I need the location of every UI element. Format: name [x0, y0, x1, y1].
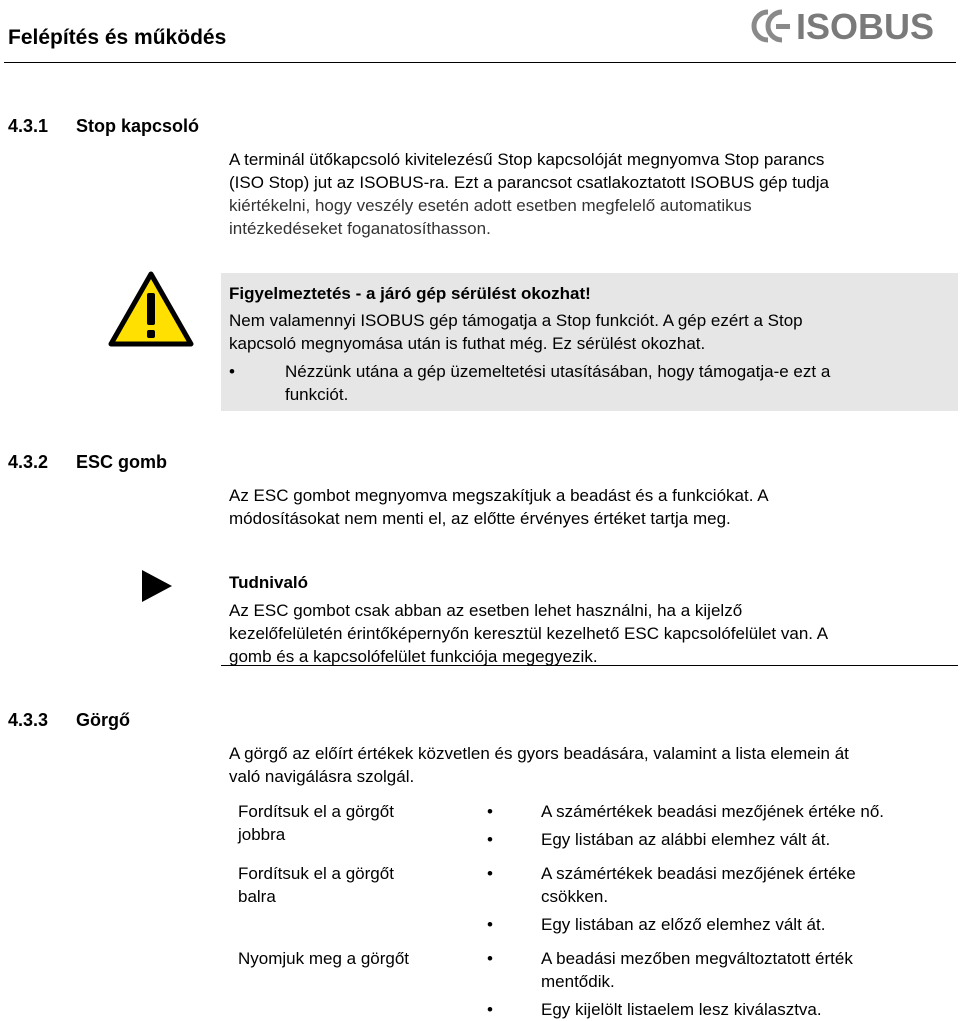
- paragraph: [229, 484, 944, 530]
- paragraph: [229, 148, 944, 240]
- paragraph-line: intézkedéseket foganatosíthasson.: [229, 219, 491, 238]
- section-title: Görgő: [76, 710, 130, 730]
- paragraph-line: Az ESC gombot megnyomva megszakítjuk a beadást és a funkciókat. A: [229, 486, 769, 505]
- note-title: Tudnivaló: [229, 573, 309, 592]
- isobus-logo: [742, 6, 946, 46]
- result-line: A beadási mezőben megváltoztatott érték: [541, 949, 853, 968]
- result-item: [541, 862, 856, 908]
- section-title: ESC gomb: [76, 452, 168, 472]
- page-header-title: Felépítés és működés: [8, 26, 227, 49]
- bullet-marker: •: [487, 949, 493, 968]
- note-line: gomb és a kapcsolófelület funkciója megegyezik.: [229, 647, 598, 666]
- result-line: A számértékek beadási mezőjének értéke: [541, 864, 856, 883]
- warning-bullet-text: [285, 360, 945, 406]
- bullet-marker: •: [487, 830, 493, 849]
- section-number: 4.3.2: [8, 452, 49, 472]
- paragraph-line: kiértékelni, hogy veszély esetén adott esetben megfelelő automatikus: [229, 196, 752, 215]
- action-line: Fordítsuk el a görgőt: [238, 864, 394, 883]
- section-number: 4.3.3: [8, 710, 49, 730]
- section-number: 4.3.1: [8, 116, 49, 136]
- note-arrow-icon: [142, 570, 172, 602]
- warning-title: Figyelmeztetés - a járó gép sérülést okozhat!: [229, 284, 591, 303]
- action-line: balra: [238, 887, 276, 906]
- table-row-action: [238, 947, 409, 970]
- header-rule: [4, 62, 956, 63]
- paragraph-line: A terminál ütőkapcsoló kivitelezésű Stop kapcsolóját megnyomva Stop parancs: [229, 150, 825, 169]
- warning-triangle-icon: [108, 271, 194, 347]
- result-item: A számértékek beadási mezőjének értéke nő.: [541, 802, 885, 821]
- action-line: Fordítsuk el a görgőt: [238, 802, 394, 821]
- bullet-line: Nézzünk utána a gép üzemeltetési utasításában, hogy támogatja-e ezt a: [285, 362, 831, 381]
- note-rule: [221, 665, 958, 666]
- paragraph-line: A görgő az előírt értékek közvetlen és gyors beadására, valamint a lista elemein át: [229, 744, 849, 763]
- bullet-marker: •: [229, 362, 235, 381]
- bullet-line: funkciót.: [285, 385, 349, 404]
- paragraph-line: való navigálásra szolgál.: [229, 767, 415, 786]
- paragraph: [229, 742, 944, 788]
- bullet-marker: •: [487, 1000, 493, 1019]
- paragraph-line: (ISO Stop) jut az ISOBUS-ra. Ezt a parancsot csatlakoztatott ISOBUS gép tudja: [229, 173, 829, 192]
- note-line: Az ESC gombot csak abban az esetben lehet használni, ha a kijelző: [229, 601, 743, 620]
- result-item: Egy kijelölt listaelem lesz kiválasztva.: [541, 1000, 822, 1019]
- logo-text: ISOBUS: [796, 6, 935, 46]
- bullet-marker: •: [487, 802, 493, 821]
- result-item: [541, 947, 853, 993]
- note-text: [229, 599, 944, 668]
- paragraph-line: módosításokat nem menti el, az előtte érvényes értéket tartja meg.: [229, 509, 731, 528]
- section-title: Stop kapcsoló: [76, 116, 200, 136]
- bullet-marker: •: [487, 864, 493, 883]
- result-item: Egy listában az előző elemhez vált át.: [541, 915, 826, 934]
- result-line: csökken.: [541, 887, 609, 906]
- action-line: Nyomjuk meg a görgőt: [238, 949, 410, 968]
- table-row-action: [238, 800, 394, 846]
- result-line: mentődik.: [541, 972, 615, 991]
- warning-line: kapcsoló megnyomása után is futhat még. Ez sérülést okozhat.: [229, 334, 706, 353]
- table-row-action: [238, 862, 394, 908]
- action-line: jobbra: [238, 825, 286, 844]
- warning-line: Nem valamennyi ISOBUS gép támogatja a Stop funkciót. A gép ezért a Stop: [229, 311, 803, 330]
- note-line: kezelőfelületén érintőképernyőn keresztül kezelhető ESC kapcsolófelület van. A: [229, 624, 829, 643]
- result-item: Egy listában az alábbi elemhez vált át.: [541, 830, 831, 849]
- bullet-marker: •: [487, 915, 493, 934]
- warning-text: [229, 309, 944, 355]
